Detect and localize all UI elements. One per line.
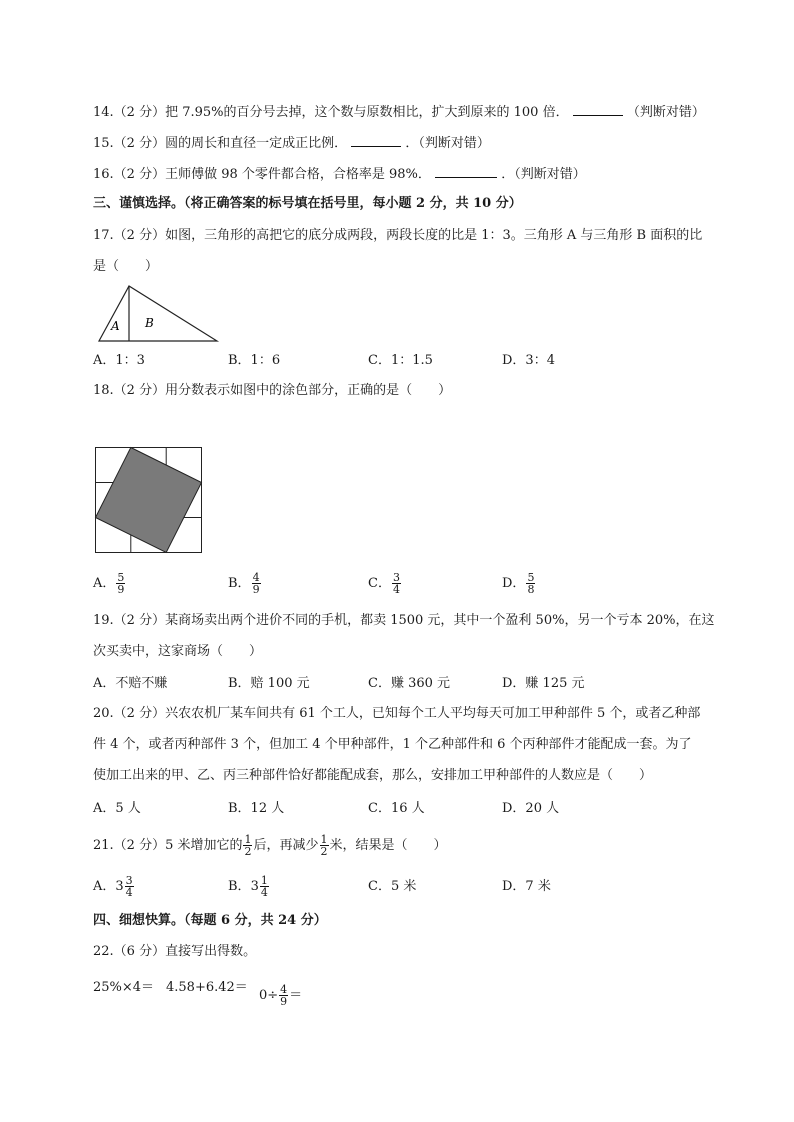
question-14 [93,102,705,122]
fraction-numerator: 1 [260,874,268,887]
q20-option-a[interactable]: A．5 人 [93,801,141,816]
question-22: 22.（6 分）直接写出得数。 [93,944,257,959]
question-17-line-1: 17.（2 分）如图，三角形的高把它的底分成两段，两段长度的比是 1：3。三角形 A 与三角形 B 面积的比 [93,228,703,243]
fraction-numerator: 5 [117,571,125,584]
mixed-number [93,875,135,898]
fraction-denominator: 4 [392,583,400,596]
shaded-region [96,448,202,553]
question-17-line-2: 是（ ） [93,259,159,274]
fraction [243,834,252,857]
question-16-text: 16.（2 分）王师傅做 98 个零件都合格，合格率是 98%． [93,167,431,182]
question-16-tail: ．（判断对错） [501,167,586,182]
q19-option-b[interactable]: B．赔 100 元 [228,676,310,691]
q18-option-d[interactable] [502,572,536,595]
triangle-figure [97,284,221,344]
section-3-heading: 三、谨慎选择。（将正确答案的标号填在括号里，每小题 2 分，共 10 分） [93,196,522,211]
q17-option-c[interactable]: C．1：1.5 [368,353,433,368]
question-21-text-1: 21.（2 分）5 米增加它的 [93,838,243,853]
expression-prefix: 0÷ [259,988,279,1003]
fraction-denominator: 4 [260,886,268,899]
q20-option-c[interactable]: C．16 人 [368,801,425,816]
fraction [279,984,288,1007]
fraction [116,572,125,595]
fraction-numerator: 1 [244,833,252,846]
triangle-label-a: A [111,319,120,333]
option-prefix: D． [502,576,526,591]
question-16 [93,164,586,184]
fraction [392,572,401,595]
q18-option-b[interactable] [228,572,262,595]
fraction [260,875,269,898]
option-prefix: C． [368,576,391,591]
fraction-denominator: 8 [527,583,535,596]
fraction-numerator: 4 [252,571,260,584]
fraction-numerator: 3 [125,874,133,887]
option-prefix: B． [228,576,251,591]
q22-expression-2: 4.58+6.42＝ [166,980,248,995]
mixed-whole: 3 [250,878,259,894]
question-20-line-1: 20.（2 分）兴农农机厂某车间共有 61 个工人，已知每个工人平均每天可加工甲种部件 5 个，或者乙种部 [93,706,701,721]
fraction-numerator: 3 [392,571,400,584]
q18-option-a[interactable] [93,572,126,595]
question-20-line-2: 件 4 个，或者丙种部件 3 个，但加工 4 个甲种部件，1 个乙种部件和 6 个丙种部件才能配成一套。为了 [93,737,692,752]
question-19-line-1: 19.（2 分）某商场卖出两个进价不同的手机，都卖 1500 元，其中一个盈利 50%，另一个亏本 20%，在这 [93,613,715,628]
question-15-tail: ．（判断对错） [405,136,490,151]
question-14-tail: （判断对错） [626,105,705,120]
triangle-label-b: B [145,316,154,330]
section-4-heading: 四、细想快算。（每题 6 分，共 24 分） [93,913,327,928]
fraction [125,875,134,898]
mixed-number [228,875,270,898]
fraction [320,834,329,857]
question-15 [93,133,490,153]
q22-expression-3 [259,984,302,1007]
fraction-denominator: 2 [244,845,252,858]
fraction-denominator: 9 [252,583,260,596]
answer-blank[interactable] [435,164,497,178]
fraction-numerator: 4 [280,983,288,996]
question-21-text-3: 米，结果是（ ） [329,838,447,853]
fraction-denominator: 9 [280,995,288,1008]
fraction-numerator: 1 [320,833,328,846]
option-prefix: A． [93,878,116,894]
fraction [252,572,261,595]
option-prefix: B． [228,878,251,894]
question-19-line-2: 次买卖中，这家商场（ ） [93,644,263,659]
q19-option-a[interactable]: A．不赔不赚 [93,676,168,691]
q17-option-d[interactable]: D．3：4 [502,353,555,368]
q20-option-b[interactable]: B．12 人 [228,801,285,816]
q19-option-d[interactable]: D．赚 125 元 [502,676,585,691]
option-prefix: A． [93,576,116,591]
q18-option-c[interactable] [368,572,402,595]
q22-expression-1: 25%×4＝ [93,980,155,995]
fraction-numerator: 5 [527,571,535,584]
mixed-whole: 3 [115,878,124,894]
q21-option-a[interactable] [93,875,135,898]
answer-blank[interactable] [573,102,623,116]
fraction-denominator: 9 [117,583,125,596]
question-21 [93,834,447,857]
q19-option-c[interactable]: C．赚 360 元 [368,676,451,691]
question-14-text: 14.（2 分）把 7.95%的百分号去掉，这个数与原数相比，扩大到原来的 100 倍． [93,105,569,120]
q21-option-c[interactable]: C．5 米 [368,879,417,894]
question-18: 18.（2 分）用分数表示如图中的涂色部分，正确的是（ ） [93,383,452,398]
q21-option-d[interactable]: D．7 米 [502,879,551,894]
expression-suffix: ＝ [289,988,303,1003]
question-15-text: 15.（2 分）圆的周长和直径一定成正比例． [93,136,348,151]
q17-option-b[interactable]: B．1：6 [228,353,281,368]
q17-option-a[interactable]: A．1：3 [93,353,145,368]
question-21-text-2: 后，再减少 [253,838,319,853]
question-20-line-3: 使加工出来的甲、乙、丙三种部件恰好都能配成套，那么，安排加工甲种部件的人数应是（ ） [93,768,653,783]
shaded-square-grid [95,447,203,554]
fraction-denominator: 4 [125,886,133,899]
answer-blank[interactable] [351,133,401,147]
fraction-denominator: 2 [320,845,328,858]
fraction [526,572,535,595]
q21-option-b[interactable] [228,875,270,898]
q20-option-d[interactable]: D．20 人 [502,801,560,816]
